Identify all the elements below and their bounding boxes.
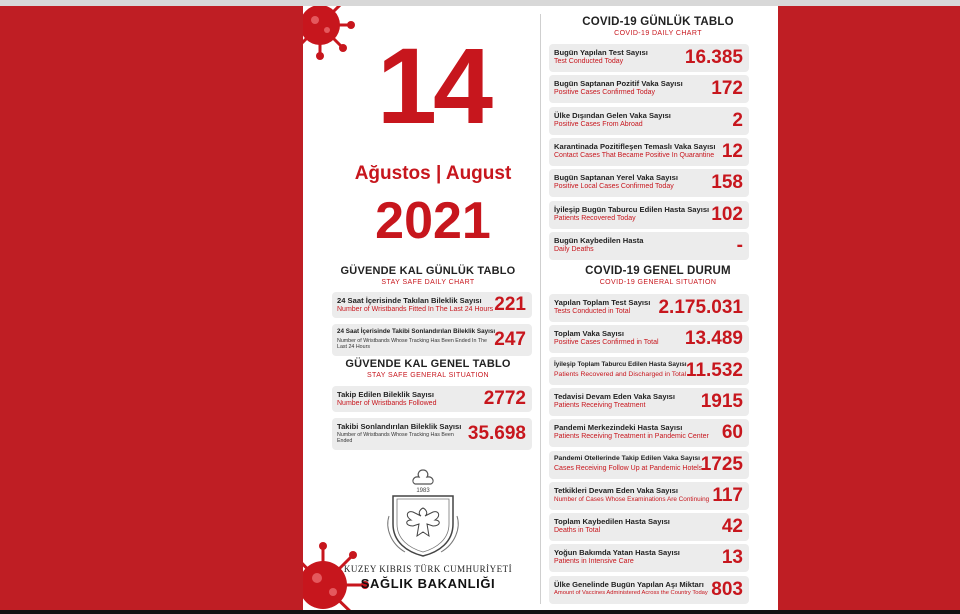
stat-row <box>332 324 532 356</box>
stat-label-en: Last 24 Hours <box>337 344 370 350</box>
stat-label-tr: Takip Edilen Bileklik Sayısı <box>337 390 434 399</box>
stat-label-tr: Bugün Saptanan Yerel Vaka Sayısı <box>554 173 678 183</box>
stat-label-tr: 24 Saat İçerisinde Takibi Sonlandırılan Bileklik Sayısı <box>337 328 496 335</box>
stat-value: 247 <box>494 329 526 350</box>
stat-value: 803 <box>711 578 743 600</box>
stat-label-en: Contact Cases That Became Positive In Quarantine <box>554 151 715 159</box>
stat-row <box>332 418 532 450</box>
stat-label-tr: Ülke Genelinde Bugün Yapılan Aşı Miktarı <box>554 579 704 589</box>
stat-label-en: Positive Cases Confirmed Today <box>554 89 656 97</box>
stat-value: 42 <box>721 516 743 538</box>
stat-value: 12 <box>721 140 743 162</box>
stat-row <box>549 513 749 541</box>
stat-row <box>549 419 749 447</box>
stat-row <box>549 232 749 260</box>
stat-row <box>549 357 749 385</box>
ministry-name: SAĞLIK BAKANLIĞI <box>360 576 496 591</box>
stat-value: 2 <box>732 109 743 131</box>
stat-row <box>549 451 749 479</box>
stat-label-en: Amount of Vaccines Administered Across the Country Today <box>554 589 708 596</box>
stat-row <box>549 201 749 229</box>
stat-label-en: Tests Conducted in Total <box>554 308 631 315</box>
stat-label-tr: Karantinada Pozitifleşen Temaslı Vaka Sayısı <box>554 141 716 151</box>
stat-label-tr: Tedavisi Devam Eden Vaka Sayısı <box>554 391 676 401</box>
stay-safe-general-subtitle: STAY SAFE GENERAL SITUATION <box>366 372 490 379</box>
stat-label-en: Number of Wristbands Whose Tracking Has Been <box>337 432 454 438</box>
red-background-right <box>778 6 960 610</box>
stat-label-en: Positive Cases From Abroad <box>554 120 643 128</box>
stat-label-tr: Pandemi Merkezindeki Hasta Sayısı <box>554 423 683 433</box>
date-year: 2021 <box>375 192 491 250</box>
stat-row <box>549 44 749 72</box>
virus-icon <box>303 540 373 610</box>
stat-row <box>549 138 749 166</box>
stat-value: 158 <box>711 172 743 194</box>
stat-row <box>549 576 749 604</box>
stat-value: - <box>736 234 743 256</box>
covid-daily-subtitle: COVID-19 DAILY CHART <box>614 30 702 37</box>
stat-label-tr: Takibi Sonlandırılan Bileklik Sayısı <box>337 422 462 431</box>
stat-value: 117 <box>712 484 743 506</box>
bottom-bar <box>0 610 960 614</box>
covid-general-subtitle: COVID-19 GENERAL SITUATION <box>599 279 717 286</box>
stat-label-en: Number of Wristbands Fitted In The Last 24 Hours <box>337 306 494 313</box>
stat-row <box>549 482 749 510</box>
stat-row <box>549 75 749 103</box>
stat-label-en: Positive Local Cases Confirmed Today <box>554 183 674 191</box>
stat-value: 60 <box>721 422 743 444</box>
stat-label-tr: Yapılan Toplam Test Sayısı <box>554 298 651 307</box>
stat-label-tr: Toplam Vaka Sayısı <box>554 329 624 339</box>
stat-label-en: Patients Recovered Today <box>554 214 636 222</box>
stat-label-en: Positive Cases Confirmed in Total <box>554 339 659 347</box>
stat-label-tr: Bugün Kaybedilen Hasta <box>554 235 644 245</box>
stay-safe-daily-subtitle: STAY SAFE DAILY CHART <box>381 279 475 286</box>
stat-label-en: Number of Wristbands Followed <box>337 400 437 407</box>
stat-label-en: Daily Deaths <box>554 245 594 253</box>
stat-row <box>549 544 749 572</box>
stat-row <box>549 294 749 322</box>
ministry-country: KUZEY KIBRIS TÜRK CUMHURİYETİ <box>343 564 513 574</box>
stat-value: 221 <box>494 294 526 315</box>
stat-row <box>549 169 749 197</box>
stat-row <box>332 292 532 318</box>
stat-value: 1725 <box>700 453 743 475</box>
stat-value: 16.385 <box>684 47 743 68</box>
stat-value: 2.175.031 <box>658 297 743 318</box>
stat-row <box>549 325 749 353</box>
stat-value: 35.698 <box>467 423 526 444</box>
stat-label-en: Number of Cases Whose Examinations Are Continuing <box>554 495 710 503</box>
stat-value: 102 <box>711 203 743 225</box>
stat-label-tr: Tetkikleri Devam Eden Vaka Sayısı <box>554 485 678 495</box>
stay-safe-general-title: GÜVENDE KAL GENEL TABLO <box>345 358 511 370</box>
stat-label-en: Patients Receiving Treatment in Pandemic Center <box>554 433 709 441</box>
stay-safe-daily-title: GÜVENDE KAL GÜNLÜK TABLO <box>340 265 516 277</box>
stat-label-en: Patients Recovered and Discharged in Total <box>554 370 687 378</box>
virus-icon <box>303 6 355 60</box>
stat-label-tr: Yoğun Bakımda Yatan Hasta Sayısı <box>554 548 680 558</box>
stat-label-tr: Toplam Kaybedilen Hasta Sayısı <box>554 517 670 527</box>
stat-row <box>549 388 749 416</box>
ministry-emblem-icon <box>383 466 463 558</box>
stat-label-tr: 24 Saat İçerisinde Takılan Bileklik Sayısı <box>337 296 482 305</box>
stat-value: 11.532 <box>685 359 743 381</box>
stat-label-tr: İyileşip Toplam Taburcu Edilen Hasta Sayısı <box>554 360 687 368</box>
stat-label-en: Number of Wristbands Whose Tracking Has Been Ended In The <box>337 338 487 344</box>
stat-label-en: Test Conducted Today <box>554 58 624 65</box>
stat-value: 1915 <box>700 390 743 412</box>
stat-label-en: Cases Receiving Follow Up at Pandemic Hotels <box>554 464 703 472</box>
covid-general-title: COVID-19 GENEL DURUM <box>585 265 731 277</box>
red-background-left <box>0 6 303 610</box>
stat-label-en: Patients Receiving Treatment <box>554 401 646 409</box>
covid-daily-title: COVID-19 GÜNLÜK TABLO <box>582 16 734 28</box>
stat-value: 13 <box>721 547 743 569</box>
stat-label-en: Ended <box>337 438 353 444</box>
stat-row <box>549 107 749 135</box>
date-day: 14 <box>376 25 490 146</box>
stat-value: 13.489 <box>684 328 743 350</box>
daily-report-poster <box>303 6 778 610</box>
stat-label-tr: İyileşip Bugün Taburcu Edilen Hasta Sayısı <box>554 204 710 214</box>
stat-value: 172 <box>711 78 743 100</box>
stat-label-tr: Pandemi Otellerinde Takip Edilen Vaka Sayısı <box>554 454 701 462</box>
date-month: Ağustos | August <box>354 163 512 184</box>
stat-label-tr: Bugün Yapılan Test Sayısı <box>554 48 648 57</box>
stat-label-tr: Ülke Dışından Gelen Vaka Sayısı <box>554 110 671 120</box>
column-divider <box>540 14 541 604</box>
stat-label-tr: Bugün Saptanan Pozitif Vaka Sayısı <box>554 79 683 89</box>
stat-value: 2772 <box>483 388 526 409</box>
emblem-year: 1983 <box>416 488 430 494</box>
stat-label-en: Patients in Intensive Care <box>554 558 634 566</box>
stat-row <box>332 386 532 412</box>
stat-label-en: Deaths in Total <box>554 527 601 535</box>
